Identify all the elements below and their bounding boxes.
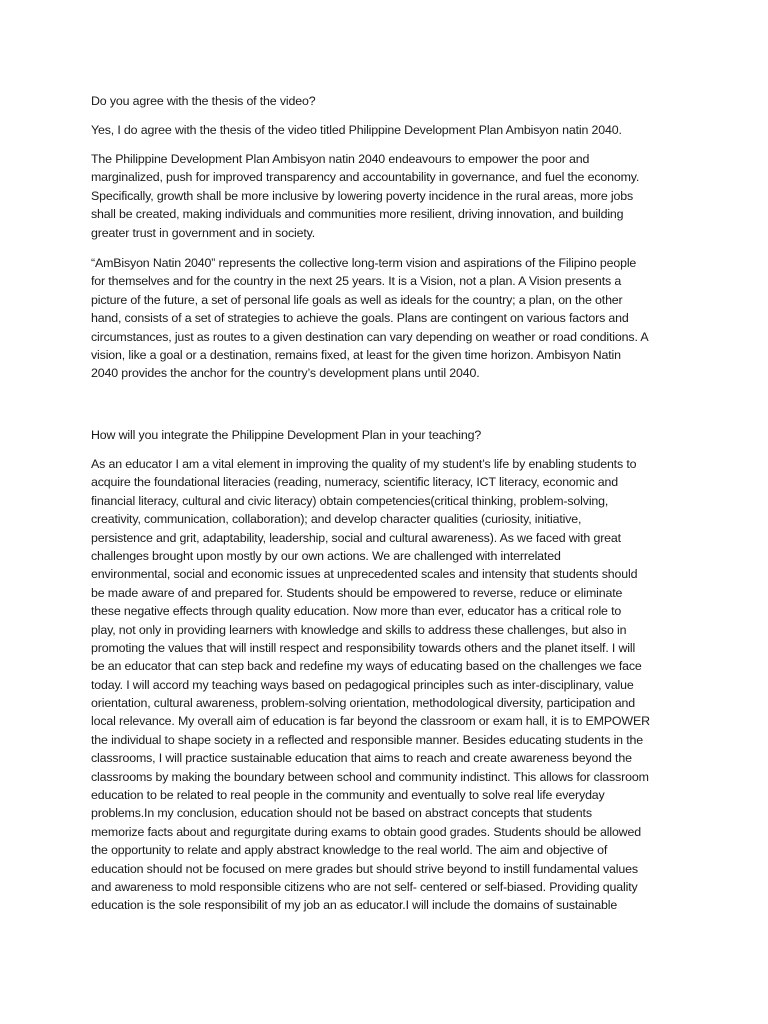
paragraph-3-line: acquire the foundational literacies (reading, numeracy, scientific literacy, ICT literacy, economic and [91,475,619,490]
paragraph-3-line: today. I will accord my teaching ways based on pedagogical principles such as inter-disciplinary, value [91,677,634,692]
question-1-text: Do you agree with the thesis of the video? [91,94,316,108]
paragraph-2-line: picture of the future, a set of personal life goals as well as ideals for the country; a plan, on the other [91,292,623,307]
paragraph-1-line: shall be created, making individuals and communities more resilient, driving innovation, and building [91,207,624,222]
paragraph-2 [91,254,691,383]
paragraph-3-line: education to be related to real people in the community and eventually to solve real life everyday [91,788,605,803]
paragraph-2-line: circumstances, just as routes to a given destination can vary depending on weather or road conditions. A [91,329,649,344]
paragraph-3-line: environmental, social and economic issues at unprecedented scales and intensity that students should [91,567,638,582]
paragraph-3-line: play, not only in providing learners with knowledge and skills to address these challenges, but also in [91,622,627,637]
paragraph-3-line: and awareness to mold responsible citizens who are not self- centered or self-biased. Providing quality [91,879,638,894]
paragraph-2-line: 2040 provides the anchor for the country’s development plans until 2040. [91,366,480,381]
question-1 [91,92,691,110]
paragraph-2-line: “AmBisyon Natin 2040” represents the collective long-term vision and aspirations of the Filipino people [91,256,637,270]
paragraph-3-line: classrooms, I will practice sustainable education that aims to reach and create awareness beyond the [91,751,632,766]
paragraph-3-line: be an educator that can step back and redefine my ways of educating based on the challenges we face [91,659,642,674]
paragraph-3-line: financial literacy, cultural and civic literacy) obtain competencies(critical thinking, problem-solving, [91,493,609,508]
paragraph-3-line: education is the sole responsibilit of my job an as educator.I will include the domains of sustainable [91,898,618,913]
question-2-text: How will you integrate the Philippine Development Plan in your teaching? [91,428,482,442]
paragraph-3-line: As an educator I am a vital element in improving the quality of my student’s life by enabling students to [91,457,637,471]
paragraph-1 [91,150,691,242]
paragraph-3-line: be made aware of and prepared for. Students should be empowered to reverse, reduce or eliminate [91,585,623,600]
question-2 [91,426,691,444]
paragraph-1-line: The Philippine Development Plan Ambisyon natin 2040 endeavours to empower the poor and [91,152,590,166]
answer-1 [91,121,691,139]
paragraph-3-line: persistence and grit, adaptability, leadership, social and cultural awareness). As we faced with great [91,530,621,545]
paragraph-3-line: promoting the values that will instill respect and responsibility towards others and the planet itself. I will [91,640,636,655]
paragraph-1-line: marginalized, push for improved transparency and accountability in governance, and fuel the economy. [91,170,640,185]
paragraph-3-line: classrooms by making the boundary between school and community indistinct. This allows for classroom [91,769,649,784]
paragraph-3-line: education should not be focused on mere grades but should strive beyond to instill fundamental values [91,861,638,876]
paragraph-3-line: creativity, communication, collaboration); and develop character qualities (curiosity, initiative, [91,512,582,527]
paragraph-2-line: hand, consists of a set of strategies to achieve the goals. Plans are contingent on various factors and [91,311,629,326]
paragraph-1-line: Specifically, growth shall be more inclusive by lowering poverty incidence in the rural areas, more jobs [91,188,634,203]
paragraph-3 [91,455,691,915]
paragraph-3-line: memorize facts about and regurgitate during exams to obtain good grades. Students should be allowed [91,824,641,839]
paragraph-3-line: the individual to shape society in a reflected and responsible manner. Besides educating students in the [91,732,643,747]
paragraph-3-line: challenges brought upon mostly by our own actions. We are challenged with interrelated [91,548,561,563]
paragraph-2-line: for themselves and for the country in the next 25 years. It is a Vision, not a plan. A Vision presents a [91,274,622,289]
paragraph-3-line: orientation, cultural awareness, problem-solving orientation, methodological diversity, participation and [91,696,635,711]
paragraph-3-line: local relevance. My overall aim of education is far beyond the classroom or exam hall, it is to EMPOWER [91,714,650,729]
paragraph-1-line: greater trust in government and in society. [91,225,316,240]
answer-1-text: Yes, I do agree with the thesis of the video titled Philippine Development Plan Ambisyon natin 2040. [91,123,622,137]
paragraph-3-line: the opportunity to relate and apply abstract knowledge to the real world. The aim and objective of [91,843,608,858]
paragraph-3-line: problems.In my conclusion, education should not be based on abstract concepts that students [91,806,592,821]
paragraph-3-line: these negative effects through quality education. Now more than ever, educator has a critical role to [91,604,622,619]
paragraph-2-line: vision, like a goal or a destination, remains fixed, at least for the given time horizon. Ambisyon Natin [91,347,621,362]
